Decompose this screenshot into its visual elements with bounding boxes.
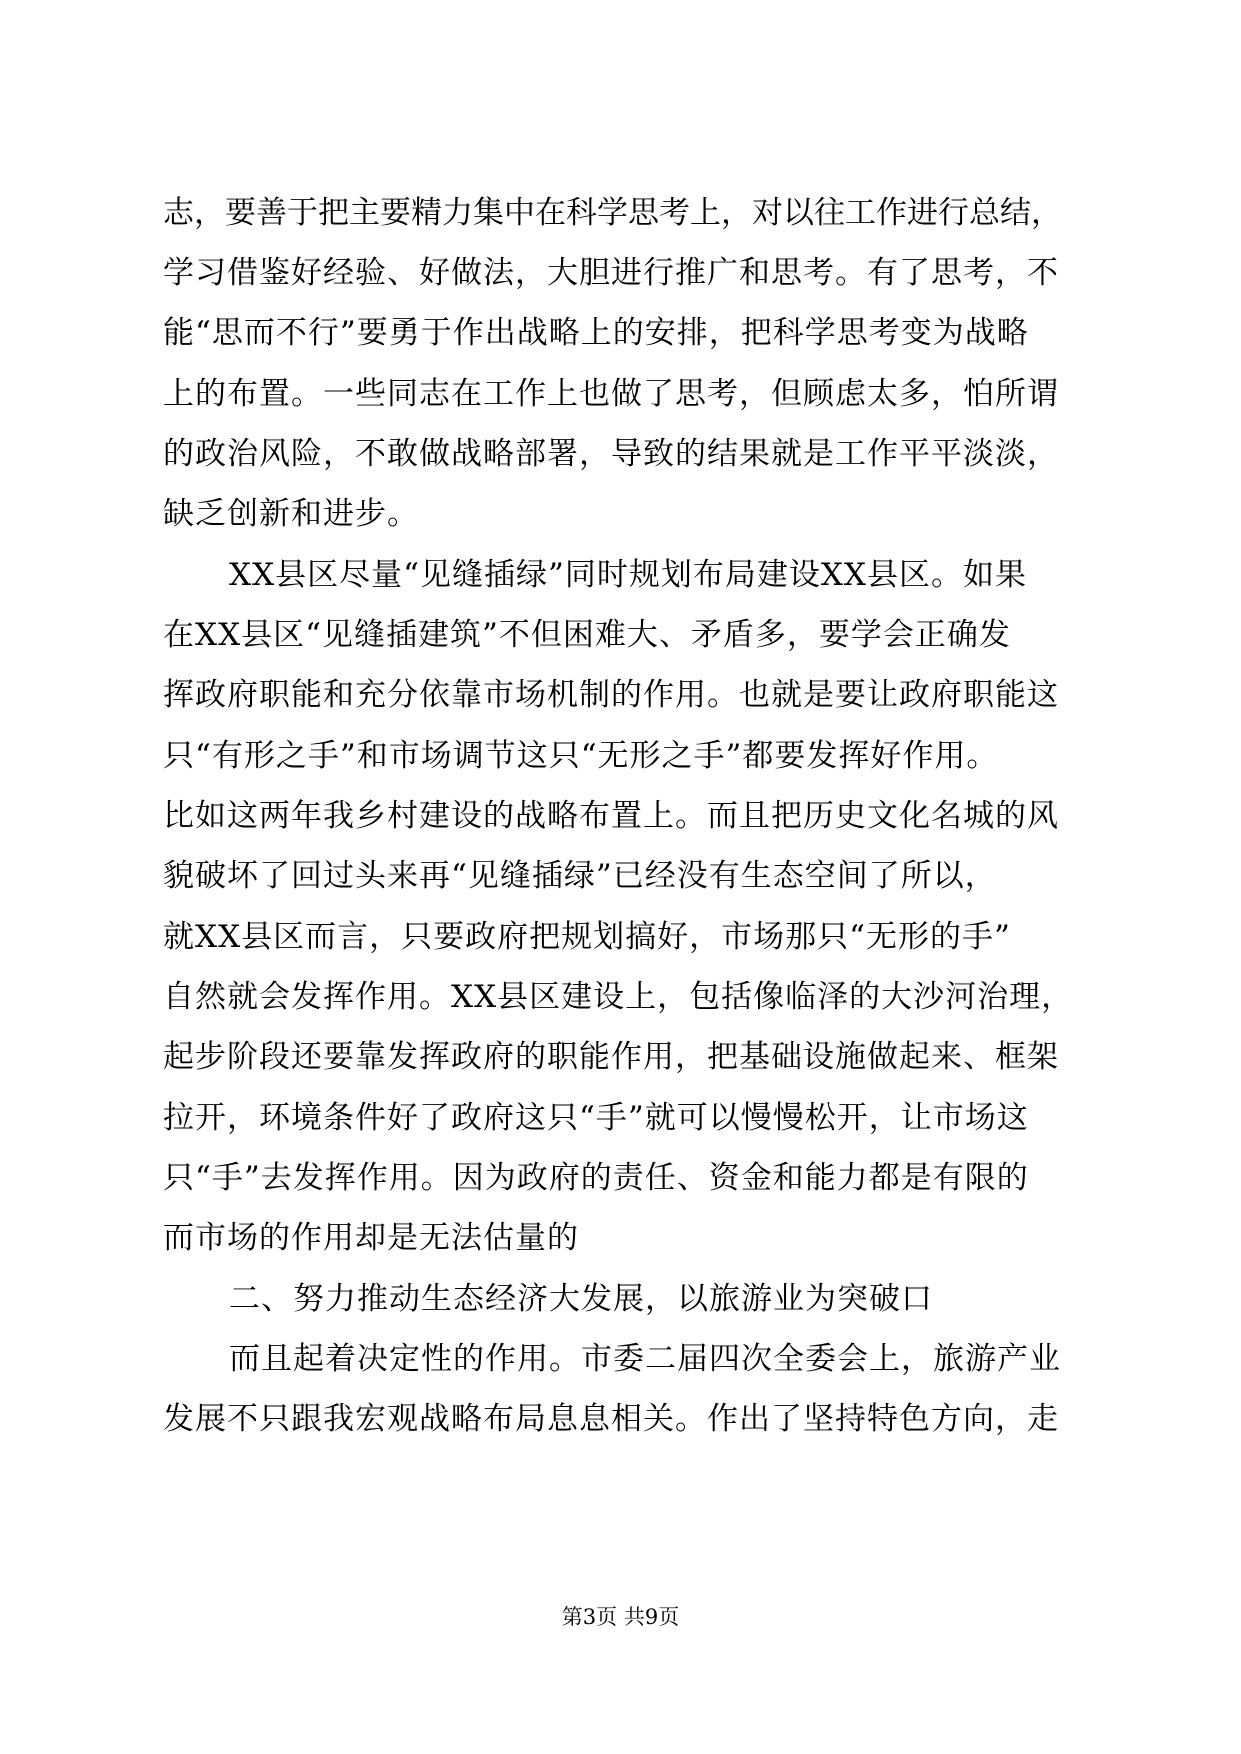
text-line: 只“有形之手”和市场调节这只“无形之手”都要发挥好作用。: [163, 738, 999, 774]
paragraph-start-line: 而且起着决定性的作用。市委二届四次全委会上，旅游产业: [229, 1341, 1061, 1377]
section-heading: 二、努力推动生态经济大发展，以旅游业为突破口: [229, 1281, 933, 1317]
text-line: 自然就会发挥作用。XX县区建设上，包括像临泽的大沙河治理，: [163, 979, 1074, 1015]
text-line: 挥政府职能和充分依靠市场机制的作用。也就是要让政府职能这: [163, 677, 1059, 713]
text-line: 志，要善于把主要精力集中在科学思考上，对以往工作进行总结，: [163, 195, 1062, 231]
text-line: 发展不只跟我宏观战略布局息息相关。作出了坚持特色方向，走: [163, 1401, 1059, 1437]
text-line: 在XX县区“见缝插建筑”不但困难大、矛盾多，要学会正确发: [163, 617, 1011, 653]
text-line: 学习借鉴好经验、好做法，大胆进行推广和思考。有了思考，不: [163, 255, 1059, 291]
paragraph-start-line: XX县区尽量“见缝插绿”同时规划布局建设XX县区。如果: [229, 557, 1027, 593]
text-line: 起步阶段还要靠发挥政府的职能作用，把基础设施做起来、框架: [163, 1039, 1059, 1075]
text-line: 缺乏创新和进步。: [163, 496, 419, 532]
text-line: 上的布置。一些同志在工作上也做了思考，但顾虑太多，怕所谓: [163, 376, 1059, 412]
text-line: 拉开，环境条件好了政府这只“手”就可以慢慢松开，让市场这: [163, 1100, 1029, 1136]
text-line: 的政治风险，不敢做战略部署，导致的结果就是工作平平淡淡，: [163, 436, 1059, 472]
text-line: 能“思而不行”要勇于作出战略上的安排，把科学思考变为战略: [163, 315, 1029, 351]
text-line: 而市场的作用却是无法估量的: [163, 1220, 579, 1256]
page-footer: 第3页 共9页: [561, 1605, 680, 1629]
text-line: 只“手”去发挥作用。因为政府的责任、资金和能力都是有限的: [163, 1160, 1029, 1196]
text-line: 就XX县区而言，只要政府把规划搞好，市场那只“无形的手”: [163, 919, 1011, 955]
text-line: 比如这两年我乡村建设的战略布置上。而且把历史文化名城的风: [163, 798, 1059, 834]
text-line: 貌破坏了回过头来再“见缝插绿”已经没有生态空间了所以，: [163, 858, 997, 894]
